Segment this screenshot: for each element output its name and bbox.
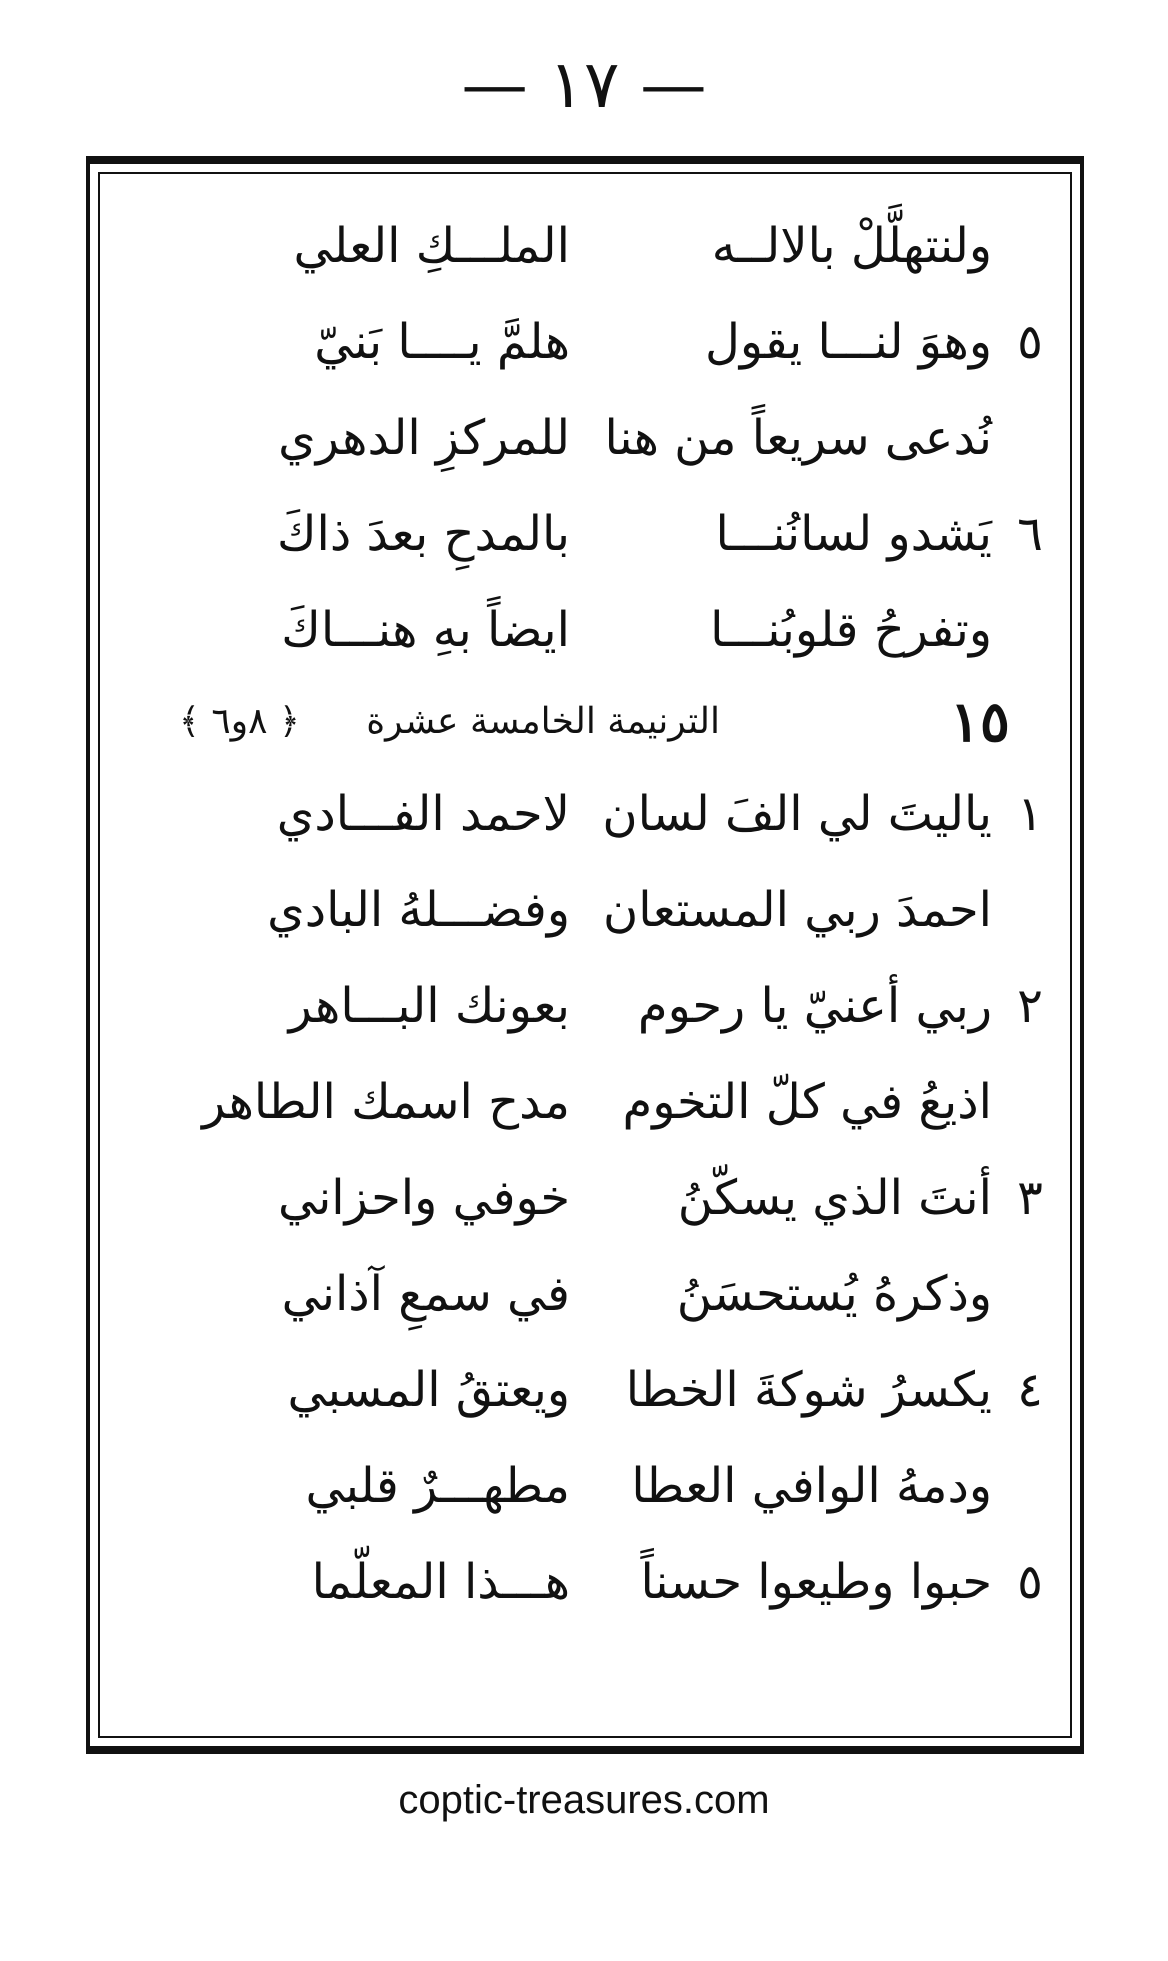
verse-second-half: ايضاً بهِ هنـــاكَ bbox=[281, 602, 570, 658]
verse-second-half: للمركزِ الدهري bbox=[278, 410, 570, 466]
verse-line bbox=[100, 766, 1070, 862]
verse-list bbox=[100, 198, 1070, 1630]
verse-second-half: هـــذا المعلّما bbox=[311, 1554, 570, 1610]
verse-line bbox=[100, 582, 1070, 678]
verse-first-half: وتفرحُ قلوبُنـــا bbox=[710, 602, 992, 658]
verse-line bbox=[100, 862, 1070, 958]
verse-first-half: ياليتَ لي الفَ لسان bbox=[602, 786, 992, 842]
verse-line bbox=[100, 1342, 1070, 1438]
verse-second-half: مدح اسمك الطاهر bbox=[202, 1074, 570, 1130]
verse-first-half: أنتَ الذي يسكّنُ bbox=[677, 1170, 992, 1226]
verse-second-half: وفضـــلهُ البادي bbox=[267, 882, 570, 938]
verse-number: ١ bbox=[1017, 786, 1043, 842]
verse-second-half: هلمَّ يــــا بَنيّ bbox=[314, 314, 570, 370]
verse-line bbox=[100, 486, 1070, 582]
verse-second-half: ويعتقُ المسبي bbox=[287, 1362, 570, 1418]
verse-second-half: الملـــكِ العلي bbox=[293, 218, 570, 274]
verse-number: ٣ bbox=[1017, 1170, 1043, 1226]
verse-first-half: يَشدو لسانُنـــا bbox=[715, 506, 992, 562]
verse-second-half: خوفي واحزاني bbox=[277, 1170, 570, 1226]
verse-line bbox=[100, 1534, 1070, 1630]
hymn-number: ١٥ bbox=[949, 689, 1010, 755]
hymn-header bbox=[100, 678, 1070, 766]
verse-first-half: احمدَ ربي المستعان bbox=[602, 882, 992, 938]
verse-line bbox=[100, 1246, 1070, 1342]
verse-first-half: وذكرهُ يُستحسَنُ bbox=[676, 1266, 992, 1322]
verse-line bbox=[100, 294, 1070, 390]
hymn-meter: ﴿ ٨و٦ ﴾ bbox=[178, 701, 300, 742]
verse-first-half: وهوَ لنـــا يقول bbox=[704, 314, 992, 370]
verse-line bbox=[100, 958, 1070, 1054]
hymn-frame-inner bbox=[98, 172, 1072, 1738]
verse-first-half: اذيعُ في كلّ التخوم bbox=[622, 1074, 992, 1130]
verse-first-half: نُدعى سريعاً من هنا bbox=[604, 410, 992, 466]
verse-second-half: لاحمد الفـــادي bbox=[276, 786, 570, 842]
verse-second-half: بالمدحِ بعدَ ذاكَ bbox=[276, 506, 570, 562]
verse-second-half: مطهـــرٌ قلبي bbox=[305, 1458, 570, 1514]
verse-second-half: بعونك البـــاهر bbox=[288, 978, 570, 1034]
verse-number: ٦ bbox=[1017, 506, 1043, 562]
hymn-frame bbox=[86, 156, 1084, 1754]
hymn-title: الترنيمة الخامسة عشرة bbox=[366, 701, 720, 742]
verse-number: ٤ bbox=[1017, 1362, 1043, 1418]
verse-line bbox=[100, 198, 1070, 294]
verse-line bbox=[100, 1438, 1070, 1534]
verse-line bbox=[100, 1054, 1070, 1150]
verse-second-half: في سمعِ آذاني bbox=[281, 1266, 570, 1322]
verse-number: ٢ bbox=[1017, 978, 1043, 1034]
page-number: — ١٧ — bbox=[461, 46, 707, 123]
verse-first-half: ربي أعنيّ يا رحوم bbox=[637, 978, 992, 1034]
verse-first-half: حبوا وطيعوا حسناً bbox=[640, 1554, 992, 1610]
watermark-url: coptic-treasures.com bbox=[398, 1778, 770, 1822]
verse-number: ٥ bbox=[1017, 314, 1043, 370]
verse-first-half: ولنتهلَّلْ بالالــه bbox=[711, 218, 992, 274]
verse-first-half: يكسرُ شوكةَ الخطا bbox=[625, 1362, 992, 1418]
verse-line bbox=[100, 390, 1070, 486]
verse-line bbox=[100, 1150, 1070, 1246]
verse-number: ٥ bbox=[1017, 1554, 1043, 1610]
verse-first-half: ودمهُ الوافي العطا bbox=[631, 1458, 992, 1514]
